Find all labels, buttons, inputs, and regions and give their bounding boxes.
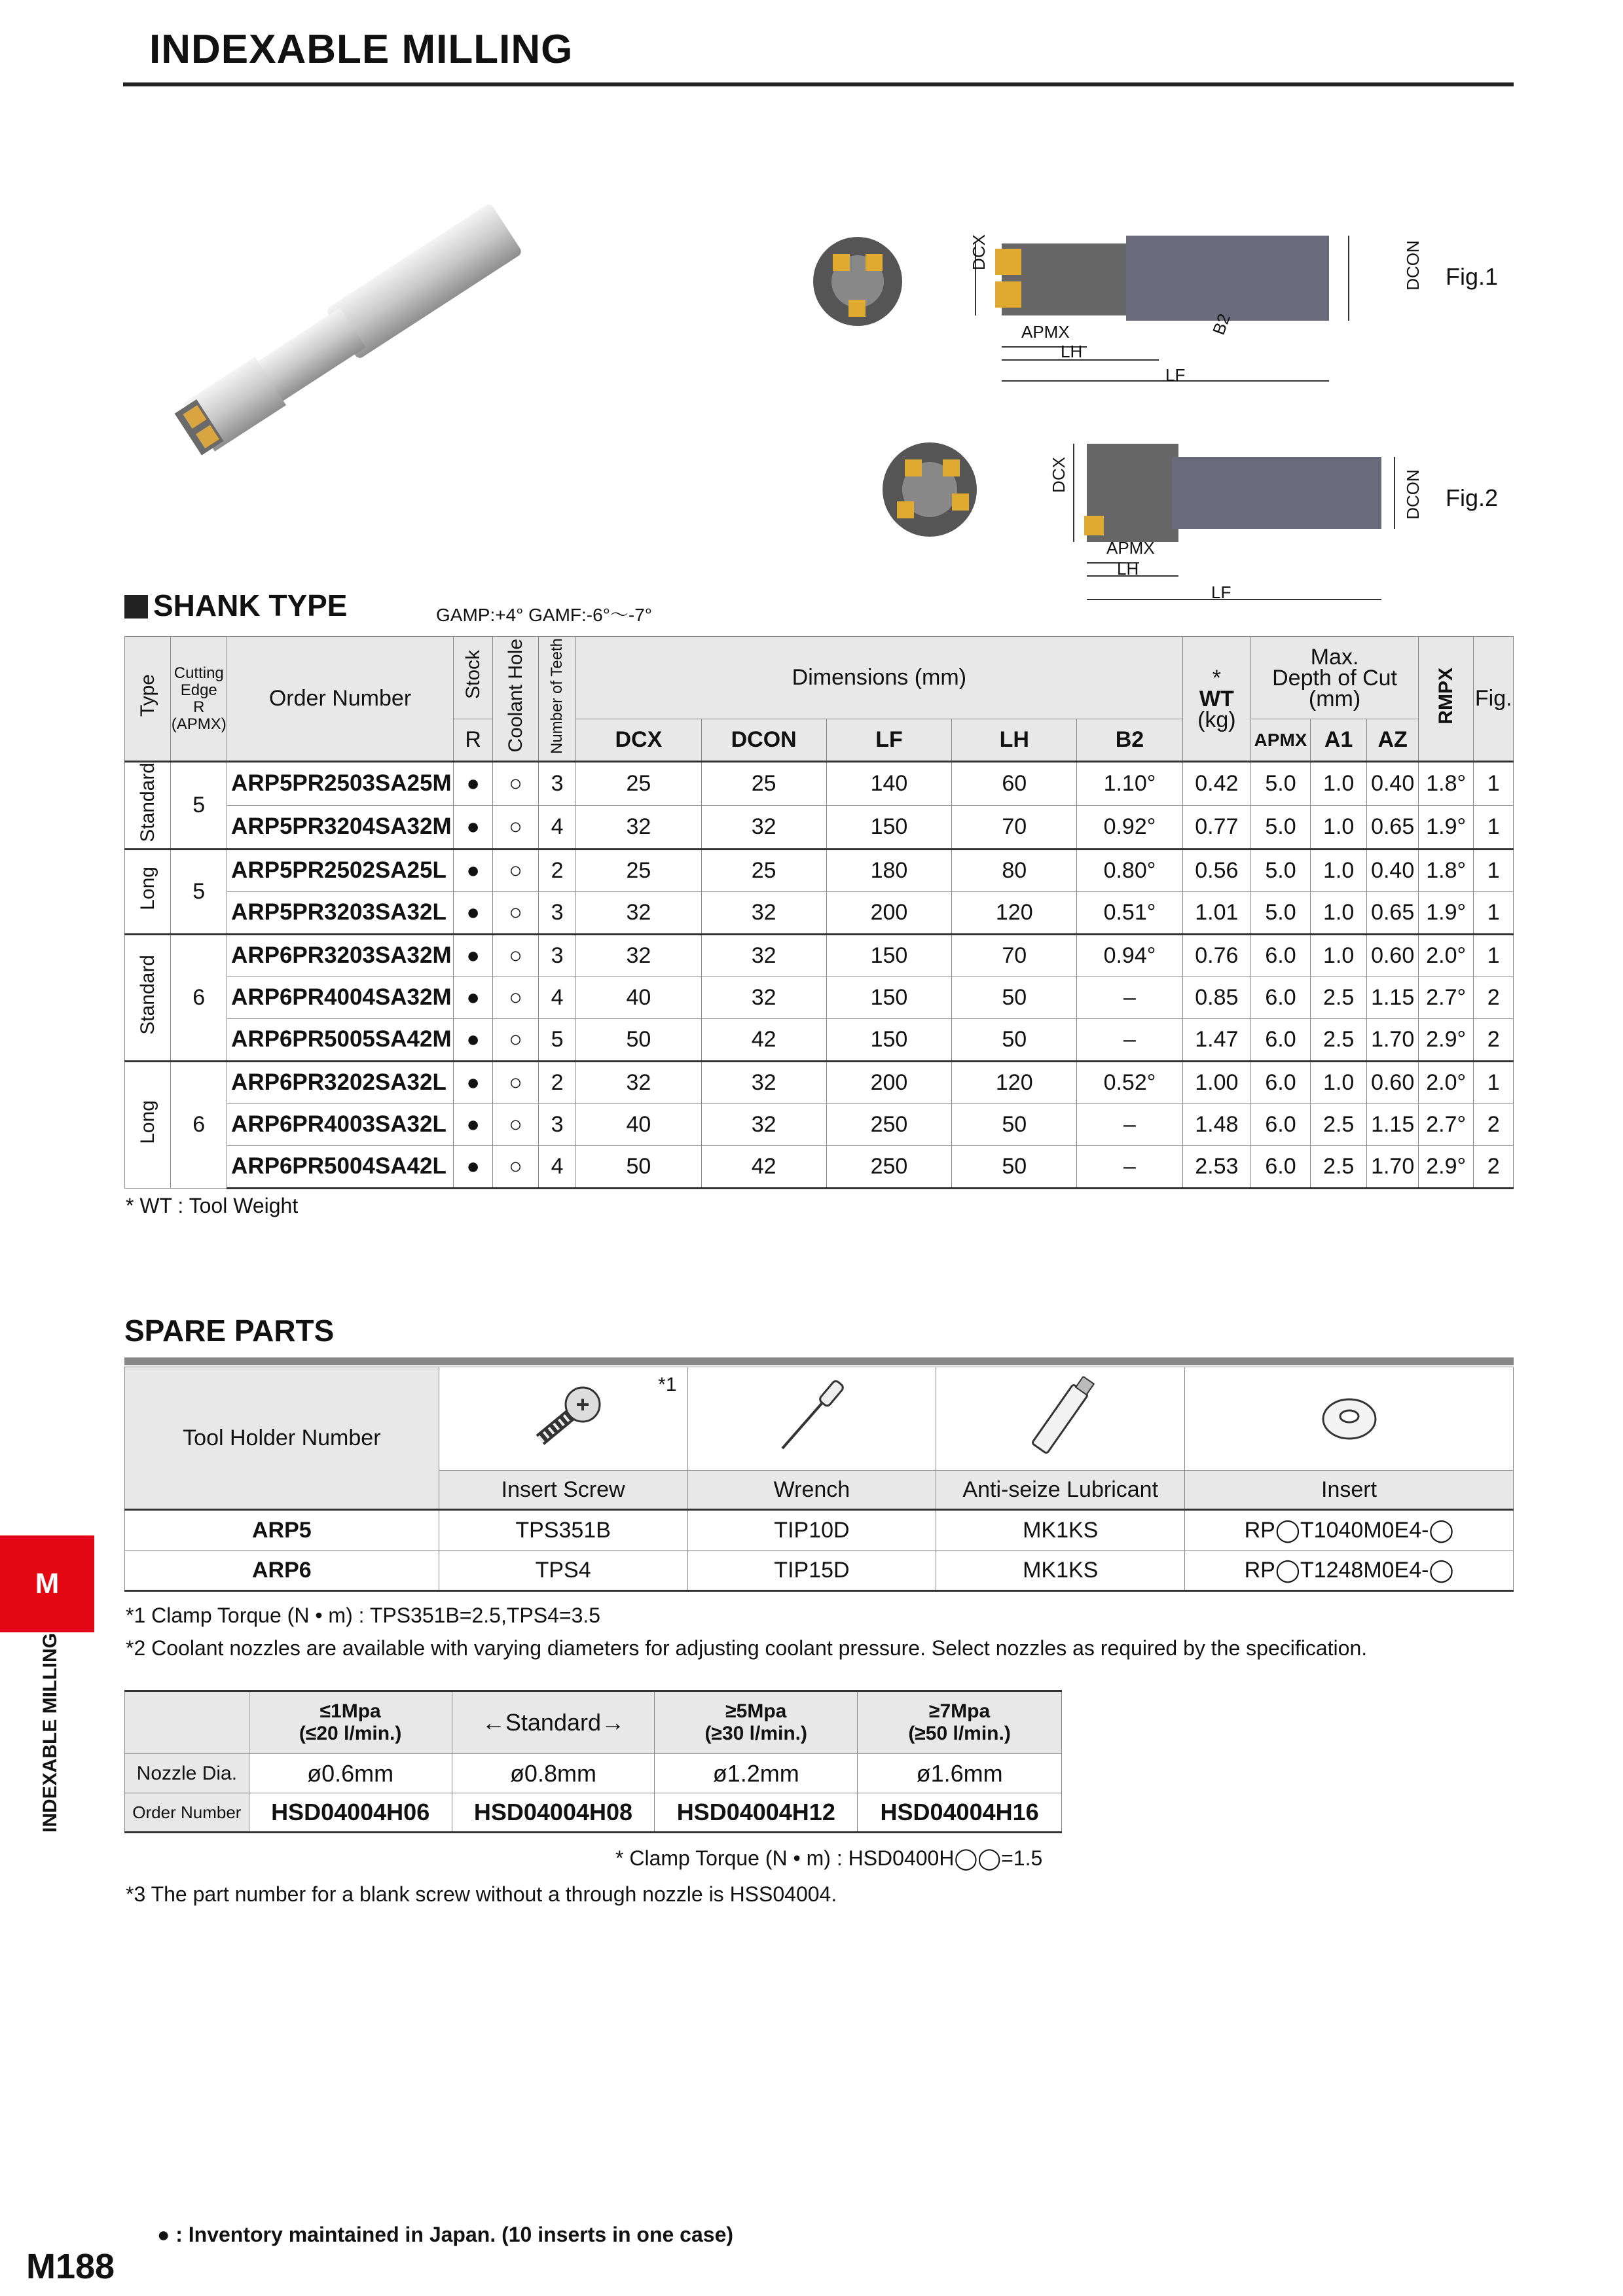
apmx: 5.0 bbox=[1251, 762, 1311, 806]
teeth: 3 bbox=[538, 1103, 575, 1145]
apmx: 6.0 bbox=[1251, 1018, 1311, 1061]
lh: 80 bbox=[952, 849, 1077, 891]
nozzle-col-1-l1: ≤1Mpa bbox=[319, 1700, 381, 1722]
fig2-lf: LF bbox=[1211, 583, 1231, 602]
insert-screw-icon bbox=[520, 1380, 606, 1452]
table-row bbox=[125, 1510, 1514, 1551]
stock-header: Stock bbox=[462, 650, 484, 700]
coolant-mark: ○ bbox=[493, 1103, 538, 1145]
apmx-header: APMX bbox=[1251, 719, 1311, 762]
fig2-lh: LH bbox=[1117, 559, 1139, 579]
rmpx: 1.9° bbox=[1418, 891, 1474, 934]
fig: 2 bbox=[1474, 1018, 1514, 1061]
coolant-mark: ○ bbox=[493, 891, 538, 934]
nozzle-dia: ø0.8mm bbox=[452, 1754, 655, 1793]
a1: 1.0 bbox=[1310, 762, 1367, 806]
tool-photo bbox=[144, 190, 550, 471]
fig1-b2: B2 bbox=[1208, 311, 1234, 338]
az-header: AZ bbox=[1367, 719, 1419, 762]
teeth: 4 bbox=[538, 977, 575, 1018]
nozzle-order: HSD04004H12 bbox=[655, 1793, 858, 1833]
stock-mark: ● bbox=[453, 1103, 492, 1145]
order-number: ARP6PR3203SA32M bbox=[227, 934, 454, 977]
a1: 1.0 bbox=[1310, 891, 1367, 934]
apmx: 6.0 bbox=[1251, 977, 1311, 1018]
table-row bbox=[125, 1018, 1514, 1061]
lf: 150 bbox=[826, 977, 951, 1018]
wt: 0.76 bbox=[1182, 934, 1251, 977]
apmx: 5.0 bbox=[1251, 805, 1311, 849]
dcon: 32 bbox=[701, 805, 826, 849]
apmx: 6.0 bbox=[1251, 934, 1311, 977]
side-section-label: INDEXABLE MILLING bbox=[39, 1633, 61, 1833]
wt: 0.42 bbox=[1182, 762, 1251, 806]
lh-header: LH bbox=[952, 719, 1077, 762]
stock-legend: ● : Inventory maintained in Japan. (10 inserts in one case) bbox=[157, 2223, 734, 2246]
lf: 140 bbox=[826, 762, 951, 806]
group-type: Long bbox=[136, 867, 158, 911]
az: 0.60 bbox=[1367, 934, 1419, 977]
table-row bbox=[125, 977, 1514, 1018]
dcx: 32 bbox=[576, 805, 701, 849]
order-number: ARP6PR3202SA32L bbox=[227, 1061, 454, 1103]
col-wrench: Wrench bbox=[687, 1471, 936, 1510]
b2: 0.92° bbox=[1077, 805, 1182, 849]
dcx: 32 bbox=[576, 934, 701, 977]
depth-unit: (mm) bbox=[1308, 686, 1361, 711]
col-insert: Insert bbox=[1185, 1471, 1514, 1510]
az: 0.40 bbox=[1367, 849, 1419, 891]
teeth: 4 bbox=[538, 805, 575, 849]
lf: 150 bbox=[826, 1018, 951, 1061]
dcx: 25 bbox=[576, 762, 701, 806]
az: 1.70 bbox=[1367, 1145, 1419, 1188]
nozzle-dia-label: Nozzle Dia. bbox=[125, 1754, 249, 1793]
insert: RP◯T1040M0E4-◯ bbox=[1185, 1510, 1514, 1551]
dcon: 42 bbox=[701, 1145, 826, 1188]
cutting-edge-header: Cutting Edge bbox=[173, 664, 224, 699]
fig1-label: Fig.1 bbox=[1446, 263, 1499, 290]
nozzle-col-4-l2: (≥50 l/min.) bbox=[908, 1723, 1011, 1744]
apmx: 6.0 bbox=[1251, 1103, 1311, 1145]
az: 1.15 bbox=[1367, 977, 1419, 1018]
lh: 50 bbox=[952, 977, 1077, 1018]
nozzle-col-2-l1: ←Standard→ bbox=[481, 1709, 625, 1736]
a1: 1.0 bbox=[1310, 934, 1367, 977]
lh: 50 bbox=[952, 1145, 1077, 1188]
wt: 0.77 bbox=[1182, 805, 1251, 849]
fig2-label: Fig.2 bbox=[1446, 484, 1499, 511]
group-edge: 6 bbox=[171, 1061, 227, 1188]
b2: – bbox=[1077, 1145, 1182, 1188]
a1: 2.5 bbox=[1310, 1103, 1367, 1145]
dcon: 32 bbox=[701, 934, 826, 977]
nozzle-order: HSD04004H16 bbox=[858, 1793, 1062, 1833]
lf: 200 bbox=[826, 891, 951, 934]
fig: 1 bbox=[1474, 805, 1514, 849]
b2: 0.94° bbox=[1077, 934, 1182, 977]
rmpx: 2.9° bbox=[1418, 1018, 1474, 1061]
table-row bbox=[125, 1793, 1062, 1833]
lf: 200 bbox=[826, 1061, 951, 1103]
wt-unit: (kg) bbox=[1197, 707, 1236, 732]
lh: 60 bbox=[952, 762, 1077, 806]
dcx: 50 bbox=[576, 1018, 701, 1061]
group-edge: 5 bbox=[171, 849, 227, 934]
teeth: 3 bbox=[538, 934, 575, 977]
nozzle-order-label: Order Number bbox=[125, 1793, 249, 1833]
coolant-mark: ○ bbox=[493, 1145, 538, 1188]
stock-mark: ● bbox=[453, 762, 492, 806]
rmpx: 2.7° bbox=[1418, 977, 1474, 1018]
b2-header: B2 bbox=[1077, 719, 1182, 762]
stock-mark: ● bbox=[453, 1018, 492, 1061]
teeth: 5 bbox=[538, 1018, 575, 1061]
order-number: ARP6PR4003SA32L bbox=[227, 1103, 454, 1145]
stock-r-header: R bbox=[453, 719, 492, 762]
fig1-lh: LH bbox=[1061, 342, 1083, 361]
dcx: 50 bbox=[576, 1145, 701, 1188]
rmpx: 2.0° bbox=[1418, 934, 1474, 977]
wt: 2.53 bbox=[1182, 1145, 1251, 1188]
a1: 1.0 bbox=[1310, 805, 1367, 849]
wt-footnote: * WT : Tool Weight bbox=[126, 1194, 299, 1217]
table-row bbox=[125, 762, 1514, 806]
az: 0.40 bbox=[1367, 762, 1419, 806]
lh: 70 bbox=[952, 934, 1077, 977]
lf: 150 bbox=[826, 805, 951, 849]
coolant-mark: ○ bbox=[493, 849, 538, 891]
fig: 2 bbox=[1474, 977, 1514, 1018]
table-row bbox=[125, 1551, 1514, 1591]
max-header: Max. bbox=[1310, 644, 1359, 670]
square-bullet-icon bbox=[124, 595, 148, 619]
coolant-hole-header: Coolant Hole bbox=[504, 639, 526, 753]
lf: 250 bbox=[826, 1103, 951, 1145]
shank-table bbox=[124, 636, 1514, 1189]
rmpx: 1.9° bbox=[1418, 805, 1474, 849]
screw: TPS351B bbox=[439, 1510, 687, 1551]
nozzle-col-4-l1: ≥7Mpa bbox=[929, 1700, 991, 1722]
page-title: INDEXABLE MILLING bbox=[149, 27, 574, 72]
lh: 50 bbox=[952, 1018, 1077, 1061]
teeth: 3 bbox=[538, 891, 575, 934]
order-number: ARP5PR2503SA25M bbox=[227, 762, 454, 806]
lh: 50 bbox=[952, 1103, 1077, 1145]
nozzle-order: HSD04004H06 bbox=[249, 1793, 452, 1833]
fig1-lf: LF bbox=[1165, 365, 1186, 385]
dcx: 32 bbox=[576, 891, 701, 934]
table-row bbox=[125, 934, 1514, 977]
teeth: 2 bbox=[538, 849, 575, 891]
stock-mark: ● bbox=[453, 934, 492, 977]
nozzle-order: HSD04004H08 bbox=[452, 1793, 655, 1833]
holder: ARP6 bbox=[125, 1551, 439, 1591]
rmpx-header: RMPX bbox=[1434, 667, 1457, 725]
dcon: 32 bbox=[701, 1103, 826, 1145]
holder: ARP5 bbox=[125, 1510, 439, 1551]
r-header: R bbox=[193, 698, 205, 716]
coolant-mark: ○ bbox=[493, 1018, 538, 1061]
dcon: 25 bbox=[701, 849, 826, 891]
a1: 1.0 bbox=[1310, 849, 1367, 891]
a1: 1.0 bbox=[1310, 1061, 1367, 1103]
nozzle-dia: ø1.6mm bbox=[858, 1754, 1062, 1793]
coolant-mark: ○ bbox=[493, 977, 538, 1018]
stock-mark: ● bbox=[453, 977, 492, 1018]
fig: 1 bbox=[1474, 1061, 1514, 1103]
type-header: Type bbox=[136, 674, 158, 717]
order-number: ARP5PR3203SA32L bbox=[227, 891, 454, 934]
a1-header: A1 bbox=[1310, 719, 1367, 762]
lf: 150 bbox=[826, 934, 951, 977]
b2: 1.10° bbox=[1077, 762, 1182, 806]
rmpx: 2.9° bbox=[1418, 1145, 1474, 1188]
note1: *1 Clamp Torque (N • m) : TPS351B=2.5,TPS4=3.5 bbox=[126, 1604, 601, 1627]
dimensions-header: Dimensions (mm) bbox=[576, 637, 1182, 719]
dcon: 42 bbox=[701, 1018, 826, 1061]
nozzle-table bbox=[124, 1690, 1062, 1833]
coolant-mark: ○ bbox=[493, 1061, 538, 1103]
rmpx: 2.7° bbox=[1418, 1103, 1474, 1145]
group-type: Long bbox=[136, 1100, 158, 1144]
fig: 1 bbox=[1474, 762, 1514, 806]
fig: 2 bbox=[1474, 1145, 1514, 1188]
coolant-mark: ○ bbox=[493, 762, 538, 806]
shank-section-title bbox=[124, 588, 347, 623]
wt: 0.85 bbox=[1182, 977, 1251, 1018]
az: 0.60 bbox=[1367, 1061, 1419, 1103]
group-type: Standard bbox=[136, 954, 158, 1035]
wt: 1.00 bbox=[1182, 1061, 1251, 1103]
a1: 2.5 bbox=[1310, 1145, 1367, 1188]
teeth: 4 bbox=[538, 1145, 575, 1188]
nozzle-col-3-l2: (≥30 l/min.) bbox=[704, 1723, 808, 1744]
table-row bbox=[125, 805, 1514, 849]
nozzle-torque: * Clamp Torque (N • m) : HSD0400H◯◯=1.5 bbox=[615, 1846, 1043, 1870]
b2: 0.80° bbox=[1077, 849, 1182, 891]
wt: 0.56 bbox=[1182, 849, 1251, 891]
wt: 1.47 bbox=[1182, 1018, 1251, 1061]
page-number: M188 bbox=[26, 2247, 115, 2286]
teeth: 3 bbox=[538, 762, 575, 806]
dcx: 40 bbox=[576, 1103, 701, 1145]
fig2-drawing bbox=[871, 437, 1525, 607]
dcon: 25 bbox=[701, 762, 826, 806]
nozzle-col-1-l2: (≤20 l/min.) bbox=[299, 1723, 402, 1744]
wt-header: WT bbox=[1199, 686, 1234, 711]
table-row bbox=[125, 1754, 1062, 1793]
screw: TPS4 bbox=[439, 1551, 687, 1591]
apmx-paren-header: (APMX) bbox=[171, 715, 227, 733]
rmpx: 1.8° bbox=[1418, 762, 1474, 806]
b2: – bbox=[1077, 1103, 1182, 1145]
fig2-apmx: APMX bbox=[1106, 538, 1155, 558]
az: 1.15 bbox=[1367, 1103, 1419, 1145]
fig1-apmx: APMX bbox=[1021, 322, 1070, 342]
fig: 1 bbox=[1474, 891, 1514, 934]
wt: 1.01 bbox=[1182, 891, 1251, 934]
spare-rule bbox=[124, 1357, 1514, 1365]
group-type: Standard bbox=[136, 762, 158, 842]
a1: 2.5 bbox=[1310, 1018, 1367, 1061]
wt-star: * bbox=[1212, 665, 1221, 691]
nozzle-dia: ø0.6mm bbox=[249, 1754, 452, 1793]
group-edge: 5 bbox=[171, 762, 227, 850]
col-lubricant: Anti-seize Lubricant bbox=[936, 1471, 1185, 1510]
b2: – bbox=[1077, 1018, 1182, 1061]
dcon: 32 bbox=[701, 977, 826, 1018]
a1: 2.5 bbox=[1310, 977, 1367, 1018]
note3: *3 The part number for a blank screw without a through nozzle is HSS04004. bbox=[126, 1882, 837, 1906]
dcx: 40 bbox=[576, 977, 701, 1018]
order-number: ARP6PR5005SA42M bbox=[227, 1018, 454, 1061]
b2: 0.51° bbox=[1077, 891, 1182, 934]
shank-section-text: SHANK TYPE bbox=[153, 588, 348, 622]
table-row bbox=[125, 891, 1514, 934]
lh: 120 bbox=[952, 891, 1077, 934]
nozzle-col-3-l1: ≥5Mpa bbox=[725, 1700, 787, 1722]
dcon: 32 bbox=[701, 891, 826, 934]
lubricant: MK1KS bbox=[936, 1510, 1185, 1551]
insert-icon bbox=[1307, 1380, 1392, 1452]
rmpx: 1.8° bbox=[1418, 849, 1474, 891]
fig2-dcx: DCX bbox=[1048, 457, 1068, 493]
lf: 180 bbox=[826, 849, 951, 891]
fig: 1 bbox=[1474, 934, 1514, 977]
fig1-dcx: DCX bbox=[968, 234, 989, 270]
stock-mark: ● bbox=[453, 1145, 492, 1188]
spare-parts-table bbox=[124, 1367, 1514, 1592]
dcx-header: DCX bbox=[576, 719, 701, 762]
dcon: 32 bbox=[701, 1061, 826, 1103]
dcx: 25 bbox=[576, 849, 701, 891]
star1-marker: *1 bbox=[658, 1374, 677, 1395]
spare-section-title: SPARE PARTS bbox=[124, 1314, 335, 1348]
stock-mark: ● bbox=[453, 891, 492, 934]
depth-header: Depth of Cut bbox=[1272, 665, 1397, 691]
insert: RP◯T1248M0E4-◯ bbox=[1185, 1551, 1514, 1591]
gamp-note: GAMP:+4° GAMF:-6°～-7° bbox=[436, 605, 652, 625]
wt: 1.48 bbox=[1182, 1103, 1251, 1145]
lh: 70 bbox=[952, 805, 1077, 849]
fig-header: Fig. bbox=[1474, 637, 1514, 762]
coolant-mark: ○ bbox=[493, 934, 538, 977]
fig: 2 bbox=[1474, 1103, 1514, 1145]
holder-header: Tool Holder Number bbox=[125, 1367, 439, 1510]
title-rule bbox=[123, 82, 1514, 86]
order-number: ARP5PR3204SA32M bbox=[227, 805, 454, 849]
note2: *2 Coolant nozzles are available with varying diameters for adjusting coolant pressure. Select nozzles as required by the specification. bbox=[126, 1636, 1368, 1660]
apmx: 5.0 bbox=[1251, 849, 1311, 891]
coolant-mark: ○ bbox=[493, 805, 538, 849]
stock-mark: ● bbox=[453, 849, 492, 891]
az: 1.70 bbox=[1367, 1018, 1419, 1061]
apmx: 5.0 bbox=[1251, 891, 1311, 934]
lf: 250 bbox=[826, 1145, 951, 1188]
fig2-dcon: DCON bbox=[1402, 469, 1423, 520]
order-number: ARP6PR5004SA42L bbox=[227, 1145, 454, 1188]
fig1-dcon: DCON bbox=[1402, 240, 1423, 291]
table-row bbox=[125, 849, 1514, 891]
order-number: ARP6PR4004SA32M bbox=[227, 977, 454, 1018]
table-row bbox=[125, 1061, 1514, 1103]
wrench: TIP15D bbox=[687, 1551, 936, 1591]
lubricant: MK1KS bbox=[936, 1551, 1185, 1591]
apmx: 6.0 bbox=[1251, 1145, 1311, 1188]
teeth-header: Number of Teeth bbox=[548, 637, 566, 754]
fig: 1 bbox=[1474, 849, 1514, 891]
lubricant-tube-icon bbox=[1018, 1376, 1103, 1455]
order-number: ARP5PR2502SA25L bbox=[227, 849, 454, 891]
az: 0.65 bbox=[1367, 891, 1419, 934]
section-tab[interactable]: M bbox=[0, 1535, 94, 1632]
dcx: 32 bbox=[576, 1061, 701, 1103]
table-row bbox=[125, 1103, 1514, 1145]
az: 0.65 bbox=[1367, 805, 1419, 849]
apmx: 6.0 bbox=[1251, 1061, 1311, 1103]
teeth: 2 bbox=[538, 1061, 575, 1103]
lf-header: LF bbox=[826, 719, 951, 762]
order-number-header: Order Number bbox=[227, 637, 454, 762]
wrench-icon bbox=[769, 1376, 854, 1455]
stock-mark: ● bbox=[453, 805, 492, 849]
b2: 0.52° bbox=[1077, 1061, 1182, 1103]
nozzle-dia: ø1.2mm bbox=[655, 1754, 858, 1793]
col-insert-screw: Insert Screw bbox=[439, 1471, 687, 1510]
group-edge: 6 bbox=[171, 934, 227, 1061]
wrench: TIP10D bbox=[687, 1510, 936, 1551]
lh: 120 bbox=[952, 1061, 1077, 1103]
table-row bbox=[125, 1145, 1514, 1188]
rmpx: 2.0° bbox=[1418, 1061, 1474, 1103]
b2: – bbox=[1077, 977, 1182, 1018]
dcon-header: DCON bbox=[701, 719, 826, 762]
stock-mark: ● bbox=[453, 1061, 492, 1103]
